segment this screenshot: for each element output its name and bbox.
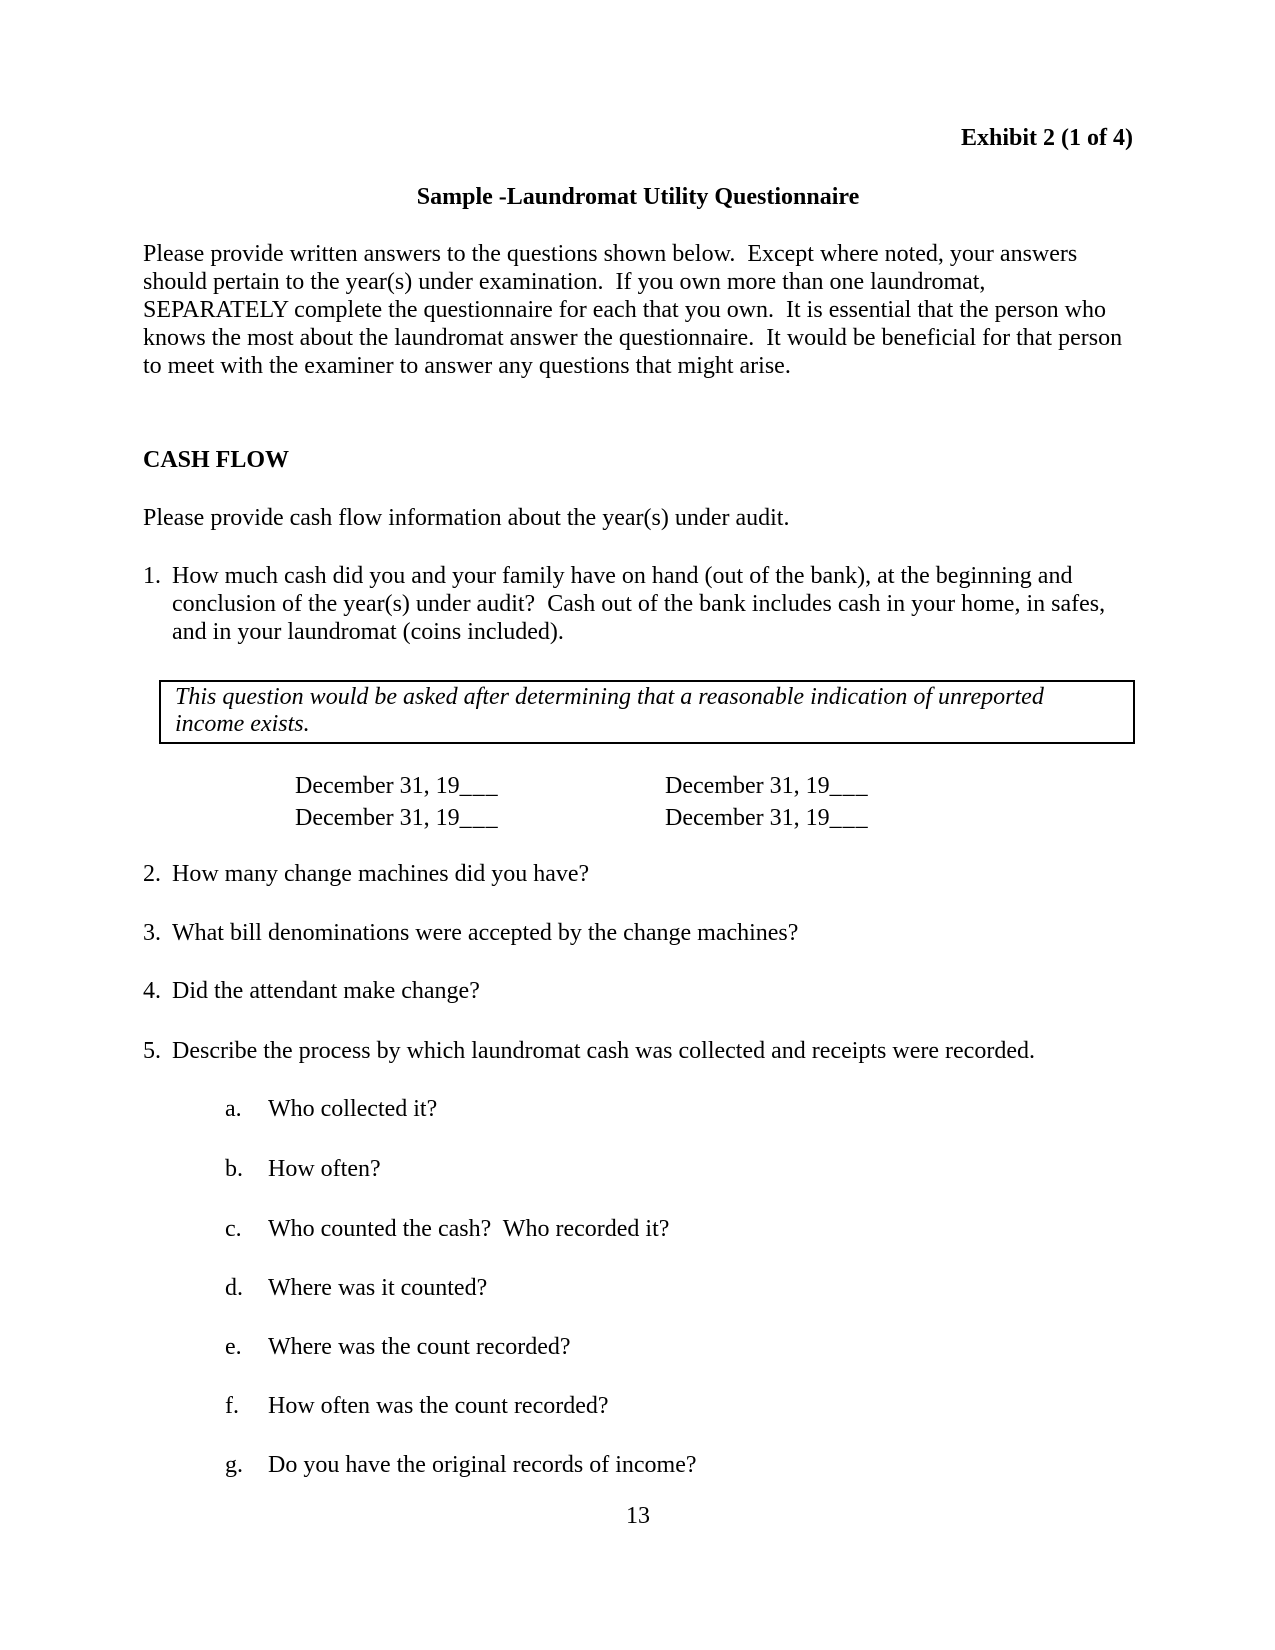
date-label: December 31, 19	[295, 773, 460, 799]
section-heading-cash-flow: CASH FLOW	[143, 447, 290, 473]
subquestion-letter: b.	[225, 1156, 243, 1182]
subquestion-text: How often?	[268, 1156, 381, 1182]
question-item-1	[143, 562, 1133, 646]
page-number: 13	[626, 1503, 650, 1529]
subquestion-text: Who collected it?	[268, 1096, 438, 1122]
date-label: December 31, 19	[665, 805, 830, 831]
subquestion-text: Do you have the original records of income?	[268, 1452, 697, 1478]
subquestion-item-f	[225, 1392, 1095, 1420]
date-fields-grid	[295, 772, 1055, 833]
subquestion-letter: g.	[225, 1452, 243, 1478]
subquestion-letter: f.	[225, 1393, 239, 1419]
date-blank-line: ___	[459, 805, 499, 831]
date-field	[295, 804, 665, 833]
question-item-3	[143, 919, 1133, 947]
question-number: 2.	[143, 861, 161, 887]
date-field	[295, 772, 665, 801]
question-text: Describe the process by which laundromat cash was collected and receipts were recorded.	[172, 1038, 1035, 1064]
subquestion-text: Where was the count recorded?	[268, 1334, 571, 1360]
exhibit-label: Exhibit 2 (1 of 4)	[960, 125, 1133, 151]
question-number: 5.	[143, 1038, 161, 1064]
subquestion-text: How often was the count recorded?	[268, 1393, 609, 1419]
question-text: How much cash did you and your family have on hand (out of the bank), at the beginning and conclusion of the year(s) under audit? Cash out of the bank includes cash in your home, in safes, and in your laundromat (coins included).	[172, 563, 1112, 645]
subquestion-letter: e.	[225, 1334, 242, 1360]
subquestion-item-g	[225, 1451, 1095, 1479]
question-text: How many change machines did you have?	[172, 861, 590, 887]
date-field	[665, 772, 1055, 801]
question-text: Did the attendant make change?	[172, 978, 480, 1004]
date-blank-line: ___	[829, 773, 869, 799]
question-number: 1.	[143, 563, 161, 589]
subquestion-letter: a.	[225, 1096, 242, 1122]
subquestion-item-d	[225, 1274, 1095, 1302]
subquestion-item-c	[225, 1215, 1095, 1243]
date-blank-line: ___	[459, 773, 499, 799]
question-item-4	[143, 977, 1133, 1005]
date-field	[665, 804, 1055, 833]
subquestion-text: Where was it counted?	[268, 1275, 488, 1301]
question-number: 3.	[143, 920, 161, 946]
date-label: December 31, 19	[295, 805, 460, 831]
page-content	[143, 0, 1133, 1650]
subquestion-letter: d.	[225, 1275, 243, 1301]
subquestion-letter: c.	[225, 1216, 242, 1242]
question-text: What bill denominations were accepted by the change machines?	[172, 920, 799, 946]
section-lead: Please provide cash flow information about the year(s) under audit.	[143, 505, 790, 531]
subquestion-text: Who counted the cash? Who recorded it?	[268, 1216, 670, 1242]
subquestion-item-e	[225, 1333, 1095, 1361]
date-blank-line: ___	[829, 805, 869, 831]
question-item-2	[143, 860, 1133, 888]
intro-paragraph: Please provide written answers to the questions shown below. Except where noted, your answers should pertain to the year(s) under examination. If you own more than one laundromat, SEPARATELY complete the questionnaire for each that you own. It is essential that the person who knows the most about the laundromat answer the questionnaire. It would be beneficial for that person to meet with the examiner to answer any questions that might arise.	[143, 241, 1129, 379]
subquestion-item-a	[225, 1095, 1095, 1123]
subquestion-item-b	[225, 1155, 1095, 1183]
date-label: December 31, 19	[665, 773, 830, 799]
document-title: Sample -Laundromat Utility Questionnaire	[416, 184, 860, 210]
question-number: 4.	[143, 978, 161, 1004]
question-item-5	[143, 1037, 1133, 1065]
examiner-note-box: This question would be asked after determining that a reasonable indication of unreported income exists.	[159, 680, 1135, 744]
